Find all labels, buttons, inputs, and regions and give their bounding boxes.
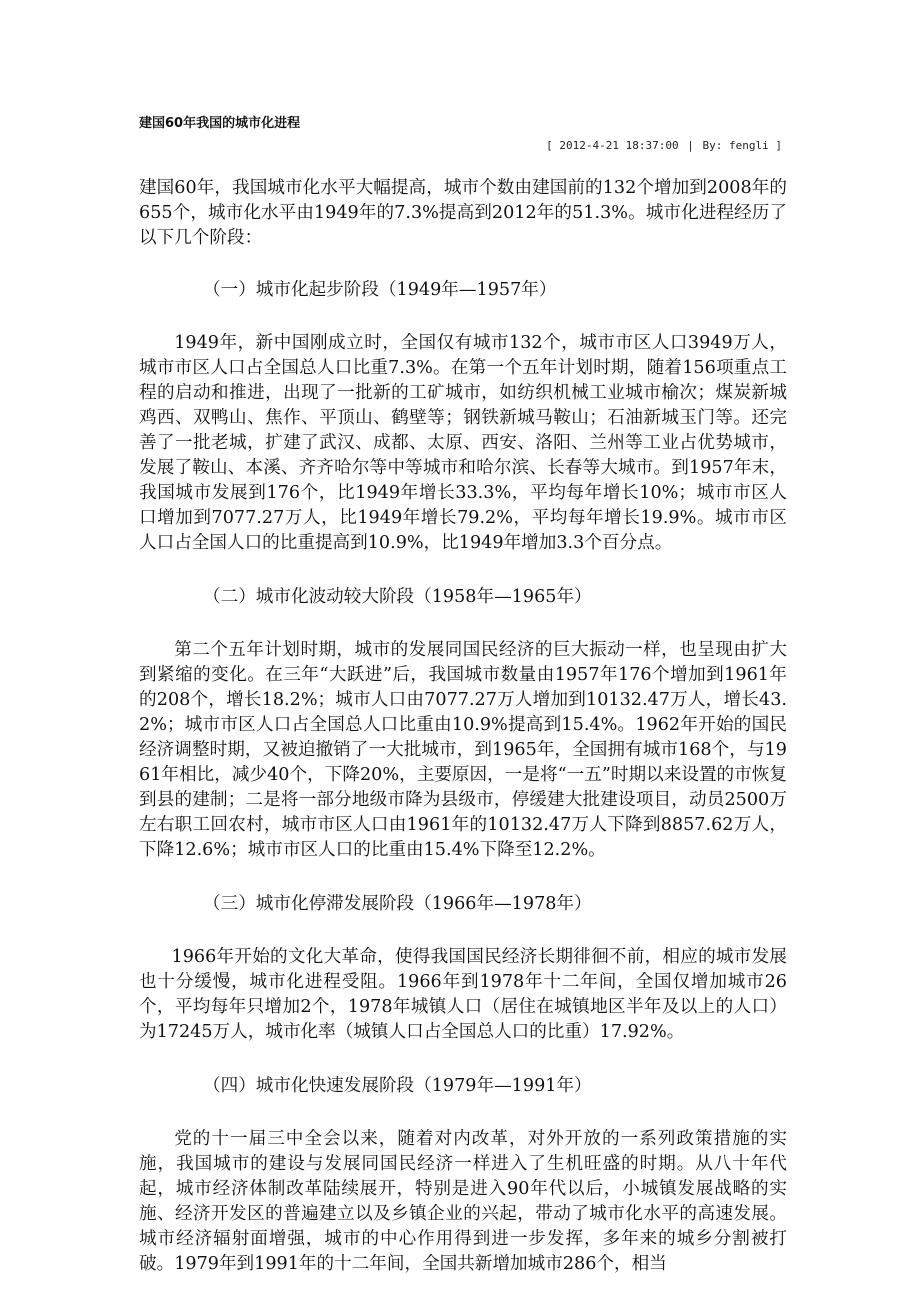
- section-heading-1: （一）城市化起步阶段（1949年—1957年）: [203, 280, 557, 300]
- meta-divider: |: [687, 139, 694, 152]
- section-paragraph-2: 第二个五年计划时期，城市的发展同国民经济的巨大振动一样，也呈现由扩大到紧缩的变化。在三年“大跃进”后，我国城市数量由1957年176个增加到1961年的208个，增长18.2%；城市人口由7077.27万人增加到10132.47万人，增长43.2%；城市市区人口占全国总人口比重由10.9%提高到15.4%。1962年开始的国民经济调整时期，又被迫撤销了一大批城市，到1965年，全国拥有城市168个，与1961年相比，减少40个，下降20%，主要原因，一是将“一五”时期以来设置的市恢复到县的建制；二是将一部分地级市降为县级市，停缓建大批建设项目，动员2500万左右职工回农村，城市市区人口由1961年的10132.47万人下降到8857.62万人，下降12.6%；城市市区人口的比重由15.4%下降至12.2%。: [139, 640, 787, 860]
- section-paragraph-4: 党的十一届三中全会以来，随着对内改革，对外开放的一系列政策措施的实施，我国城市的建设与发展同国民经济一样进入了生机旺盛的时期。从八十年代起，城市经济体制改革陆续展开，特别是进入90年代以后，小城镇发展战略的实施、经济开发区的普遍建立以及乡镇企业的兴起，带动了城市化水平的高速发展。城市经济辐射面增强，城市的中心作用得到进一步发挥，多年来的城乡分割被打破。1979年到1991年的十二年间，全国共新增加城市286个，相当: [139, 1129, 787, 1274]
- publish-datetime: 2012-4-21 18:37:00: [559, 139, 679, 152]
- meta-close-bracket: ]: [775, 139, 782, 152]
- article-body: [139, 176, 787, 1306]
- intro-paragraph: 建国60年，我国城市化水平大幅提高，城市个数由建国前的132个增加到2008年的655个，城市化水平由1949年的7.3%提高到2012年的51.3%。城市化进程经历了以下几个阶段：: [139, 178, 787, 248]
- section-heading-4: （四）城市化快速发展阶段（1979年—1991年）: [203, 1076, 592, 1096]
- article-title: 建国60年我国的城市化进程: [139, 116, 301, 131]
- article-meta: [546, 139, 782, 153]
- section-heading-2: （二）城市化波动较大阶段（1958年—1965年）: [203, 587, 592, 607]
- meta-open-bracket: [: [546, 139, 553, 152]
- author-byline: By: fengli: [702, 139, 769, 152]
- section-heading-3: （三）城市化停滞发展阶段（1966年—1978年）: [203, 894, 592, 914]
- section-paragraph-3: 1966年开始的文化大革命，使得我国国民经济长期徘徊不前，相应的城市发展也十分缓慢，城市化进程受阻。1966年到1978年十二年间，全国仅增加城市26个，平均每年只增加2个，1978年城镇人口（居住在城镇地区半年及以上的人口）为17245万人，城市化率（城镇人口占全国总人口的比重）17.92%。: [139, 947, 787, 1042]
- section-paragraph-1: 1949年，新中国刚成立时，全国仅有城市132个，城市市区人口3949万人，城市市区人口占全国总人口比重7.3%。在第一个五年计划时期，随着156项重点工程的启动和推进，出现了一批新的工矿城市，如纺织机械工业城市榆次；煤炭新城鸡西、双鸭山、焦作、平顶山、鹤壁等；钢铁新城马鞍山；石油新城玉门等。还完善了一批老城，扩建了武汉、成都、太原、西安、洛阳、兰州等工业占优势城市，发展了鞍山、本溪、齐齐哈尔等中等城市和哈尔滨、长春等大城市。到1957年末，我国城市发展到176个，比1949年增长33.3%，平均每年增长10%；城市市区人口增加到7077.27万人，比1949年增长79.2%，平均每年增长19.9%。城市市区人口占全国人口的比重提高到10.9%，比1949年增加3.3个百分点。: [139, 333, 787, 553]
